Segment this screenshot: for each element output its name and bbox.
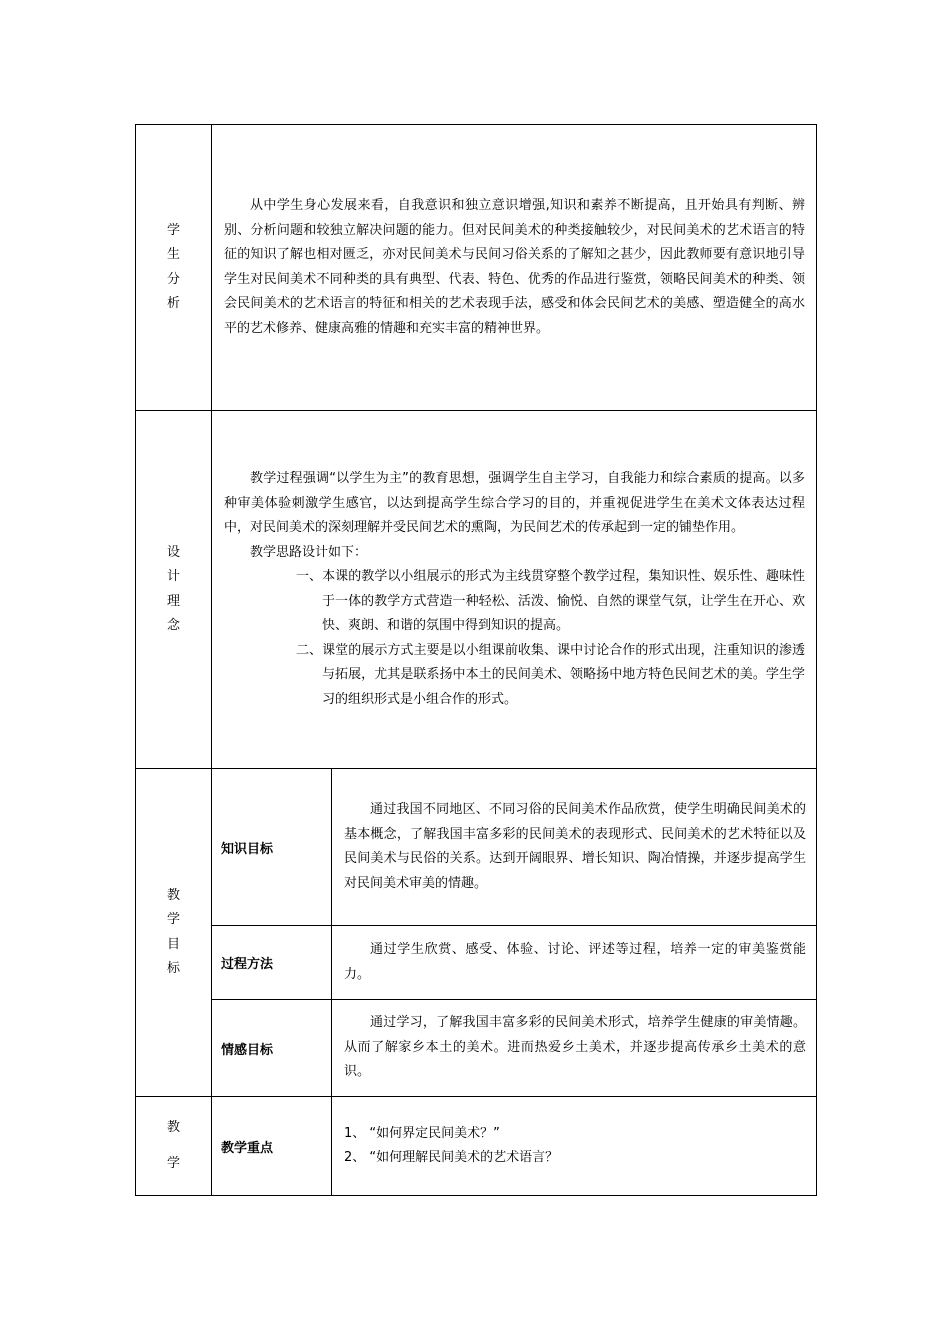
process-method-text: 通过学生欣赏、感受、体验、讨论、评述等过程，培养一定的审美鉴赏能力。 [344, 942, 807, 982]
process-method-row [136, 926, 817, 1000]
design-item-2: 二、课堂的展示方式主要是以小组课前收集、课中讨论合作的形式出现，注重知识的渗透与拓展，尤其是联系扬中本土的民间美术、领略扬中地方特色民间艺术的美。学生学习的组织形式是小组合作的形式。 [296, 642, 806, 707]
emotion-goal-content [332, 1000, 817, 1097]
design-concept-label: 设 计 理 念 [136, 411, 212, 769]
teaching-goals-label: 教 学 目 标 [136, 769, 212, 1097]
process-method-label: 过程方法 [212, 926, 332, 1000]
emotion-goal-row [136, 1000, 817, 1097]
design-concept-row [136, 411, 817, 769]
knowledge-goal-content [332, 769, 817, 926]
process-method-content [332, 926, 817, 1000]
teaching-key-row [136, 1097, 817, 1196]
knowledge-goal-label: 知识目标 [212, 769, 332, 926]
design-concept-content [212, 411, 817, 769]
teaching-key-label: 教 学 [136, 1097, 212, 1196]
student-analysis-row [136, 125, 817, 411]
design-lead-text: 教学思路设计如下： [250, 544, 368, 560]
key-point-item-1: 1、 “如何界定民间美术？” [344, 1125, 500, 1141]
student-analysis-text: 从中学生身心发展来看，自我意识和独立意识增强,知识和素养不断提高，且开始具有判断、辨别、分析问题和较独立解决问题的能力。但对民间美术的种类接触较少，对民间美术的艺术语言的特征的知识了解也相对匮乏，亦对民间美术与民间习俗关系的了解知之甚少，因此教师要有意识地引导学生对民间美术不同种类的具有典型、代表、特色、优秀的作品进行鉴赏，领略民间美术的种类、领会民间美术的艺术语言的特征和相关的艺术表现手法，感受和体会民间艺术的美感、塑造健全的高水平的艺术修养、健康高雅的情趣和充实丰富的精神世界。 [224, 198, 806, 336]
design-item-1: 一、本课的教学以小组展示的形式为主线贯穿整个教学过程，集知识性、娱乐性、趣味性于一体的教学方式营造一种轻松、活泼、愉悦、自然的课堂气氛，让学生在开心、欢快、爽朗、和谐的氛围中得到知识的提高。 [296, 569, 806, 633]
emotion-goal-label: 情感目标 [212, 1000, 332, 1097]
lesson-plan-table [135, 124, 817, 1196]
student-analysis-content [212, 125, 817, 411]
knowledge-goal-text: 通过我国不同地区、不同习俗的民间美术作品欣赏，使学生明确民间美术的基本概念，了解我国丰富多彩的民间美术的表现形式、民间美术的艺术特征以及民间美术与民俗的关系。达到开阔眼界、增长知识、陶冶情操，并逐步提高学生对民间美术审美的情趣。 [344, 802, 807, 891]
key-point-label: 教学重点 [212, 1097, 332, 1196]
student-analysis-label: 学 生 分 析 [136, 125, 212, 411]
key-point-content [332, 1097, 817, 1196]
knowledge-goal-row [136, 769, 817, 926]
emotion-goal-text: 通过学习，了解我国丰富多彩的民间美术形式，培养学生健康的审美情趣。从而了解家乡本土的美术。进而热爱乡土美术，并逐步提高传承乡土美术的意识。 [344, 1015, 807, 1080]
design-intro-text: 教学过程强调“以学生为主”的教育思想，强调学生自主学习，自我能力和综合素质的提高。以多种审美体验刺激学生感官，以达到提高学生综合学习的目的，并重视促进学生在美术文体表达过程中，对民间美术的深刻理解并受民间艺术的熏陶，为民间艺术的传承起到一定的铺垫作用。 [224, 471, 806, 535]
key-point-item-2: 2、 “如何理解民间美术的艺术语言？ [344, 1150, 559, 1165]
